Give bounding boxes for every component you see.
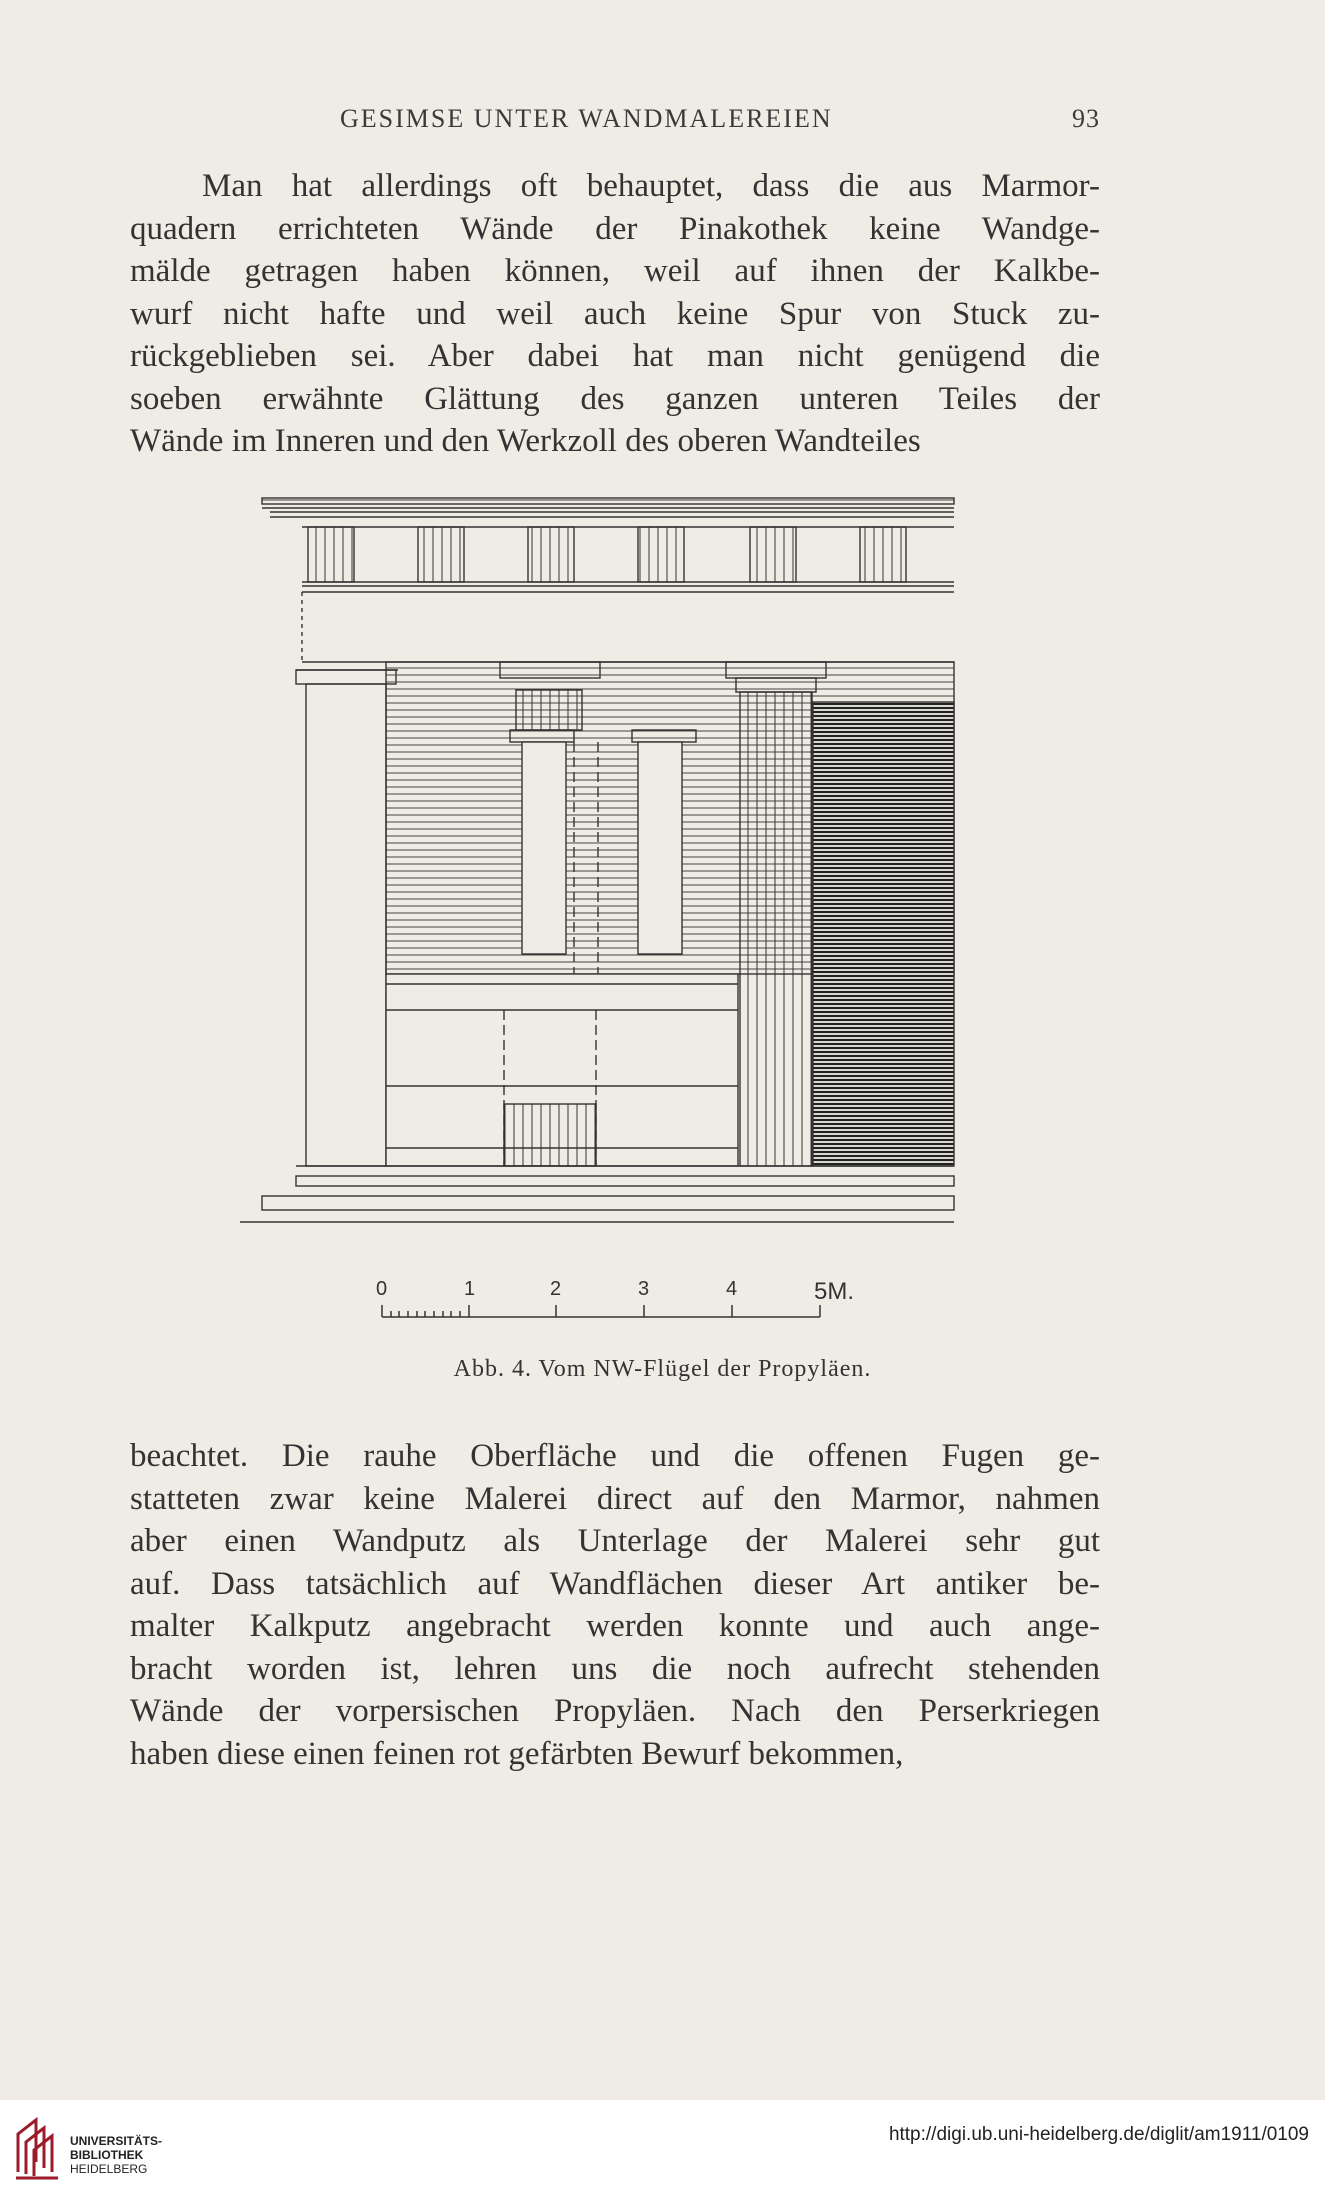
running-header — [130, 104, 1100, 144]
scale-label: 2 — [550, 1278, 562, 1300]
text-line: wurf nicht hafte und weil auch keine Spur von Stuck zu- — [130, 295, 1100, 332]
footer-bar — [0, 2100, 1325, 2195]
triglyph — [308, 527, 906, 582]
text-line: auf. Dass tatsächlich auf Wandflächen dieser Art antiker be- — [130, 1565, 1100, 1602]
library-logo-icon — [14, 2112, 64, 2182]
paragraph-top — [130, 165, 1100, 463]
text-line: aber einen Wandputz als Unterlage der Malerei sehr gut — [130, 1523, 1100, 1559]
text-line: Man hat allerdings oft behauptet, dass die aus Marmor- — [202, 168, 1100, 204]
text-line: mälde getragen haben können, weil auf ihnen der Kalkbe- — [130, 253, 1100, 289]
logo-line: HEIDELBERG — [70, 2162, 148, 2176]
library-logo-text — [70, 2134, 162, 2176]
scale-label: 5M. — [814, 1278, 855, 1305]
text-line: malter Kalkputz angebracht werden konnte und auch ange- — [130, 1608, 1100, 1644]
scale-labels — [370, 1278, 890, 1308]
library-logo[interactable] — [14, 2112, 174, 2182]
text-line: Wände der vorpersischen Propyläen. Nach den Perserkriegen — [130, 1693, 1100, 1729]
architectural-elevation-drawing — [240, 490, 960, 1240]
page-number: 93 — [1072, 104, 1100, 133]
source-url-link[interactable]: http://digi.ub.uni-heidelberg.de/diglit/am1911/0109 — [888, 2124, 1309, 2145]
scale-label: 1 — [464, 1278, 476, 1300]
paragraph-bottom — [130, 1435, 1100, 1775]
scale-label: 0 — [376, 1278, 388, 1300]
scale-label: 3 — [638, 1278, 650, 1300]
scale-label: 4 — [726, 1278, 738, 1300]
text-line: haben diese einen feinen rot gefärbten Bewurf bekommen, — [130, 1735, 904, 1772]
text-line: beachtet. Die rauhe Oberfläche und die offenen Fugen ge- — [130, 1438, 1100, 1474]
figure-caption: Abb. 4. Vom NW-Flügel der Propyläen. — [453, 1356, 872, 1382]
text-line: bracht worden ist, lehren uns die noch aufrecht stehenden — [130, 1650, 1100, 1687]
running-title: GESIMSE UNTER WANDMALEREIEN — [340, 104, 833, 133]
logo-line: BIBLIOTHEK — [70, 2148, 144, 2162]
text-line: rückgeblieben sei. Aber dabei hat man nicht genügend die — [130, 338, 1100, 374]
text-line: Wände im Inneren und den Werkzoll des oberen Wandteiles — [130, 423, 921, 459]
text-line: soeben erwähnte Glättung des ganzen unteren Teiles der — [130, 380, 1100, 417]
logo-line: UNIVERSITÄTS- — [70, 2134, 163, 2148]
text-line: statteten zwar keine Malerei direct auf den Marmor, nahmen — [130, 1480, 1100, 1517]
text-line: quadern errichteten Wände der Pinakothek keine Wandge- — [130, 210, 1100, 247]
